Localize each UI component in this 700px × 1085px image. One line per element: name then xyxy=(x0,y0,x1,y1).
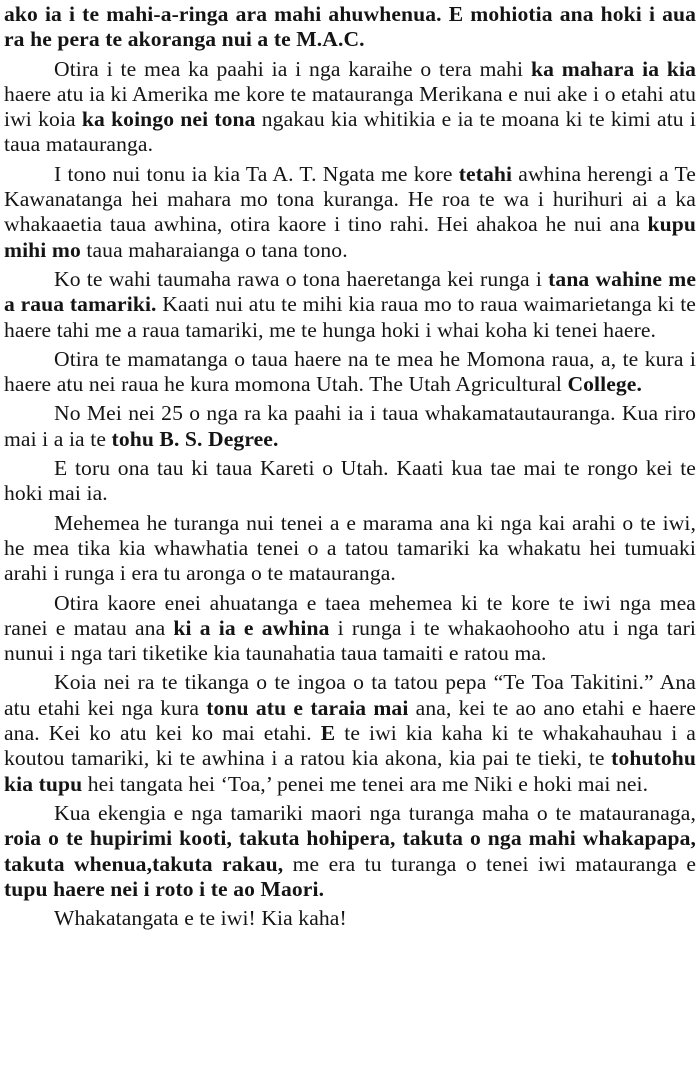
paragraph xyxy=(4,670,696,796)
text-run: I tono nui tonu ia kia Ta A. T. Ngata me kore xyxy=(54,161,459,186)
text-run: ana, kei te ao ano etahi e haere ana. Kei ko atu kei ko mai etahi. xyxy=(4,695,696,746)
bold-text-run: tetahi xyxy=(458,161,513,186)
paragraph xyxy=(4,906,696,931)
paragraph xyxy=(4,2,696,53)
text-run: Otira i te mea ka paahi ia i nga karaihe o tera mahi xyxy=(54,56,531,81)
bold-text-run: tupu haere nei i roto i te ao Maori. xyxy=(4,876,325,901)
bold-text-run: kupu mihi mo xyxy=(4,212,696,262)
paragraph xyxy=(4,162,696,263)
paragraph xyxy=(4,57,696,158)
text-run: haere atu ia ki Amerika me kore te matauranga Merikana e nui ake i o etahi atu iwi koia xyxy=(4,81,696,132)
paragraph xyxy=(4,347,696,398)
text-run: ngakau kia whitikia e ia te moana ki te kimi atu i taua matauranga. xyxy=(4,107,697,157)
bold-text-run: ka koingo nei tona xyxy=(81,107,256,132)
text-run: No Mei nei 25 o nga ra ka paahi ia i taua whakamatautauranga. Kua riro mai i a ia te xyxy=(4,401,696,451)
text-run: Otira te mamatanga o taua haere na te mea he Momona raua, a, te kura i haere atu nei raua he kura momona Utah. The Utah Agricultural xyxy=(4,346,696,397)
text-run: Kua ekengia e nga tamariki maori nga turanga maha o te matauranaga, xyxy=(54,800,696,825)
text-run: te iwi kia kaha ki te whakahauhau i a koutou tamariki, ki te awhina i a ratou kia akona, kia pai te tieki, te xyxy=(4,721,696,771)
text-run: E toru ona tau ki taua Kareti o Utah. Kaati kua tae mai te rongo kei te hoki mai ia. xyxy=(4,456,696,506)
bold-text-run: tonu atu e taraia mai xyxy=(206,695,409,720)
text-run: Mehemea he turanga nui tenei a e marama ana ki nga kai arahi o te iwi, he mea tika kia whawhatia tenei o a tatou tamariki ka whakatu hei tumuaki arahi i runga i era tu aronga o te matauranga. xyxy=(4,510,696,586)
text-run: i runga i te whakaohooho atu i nga tari nunui i nga tari tiketike kia taunahatia taua tamaiti e ratou ma. xyxy=(4,615,696,666)
bold-text-run: tohu B. S. Degree. xyxy=(111,426,279,451)
paragraph xyxy=(4,511,696,587)
text-run: hei tangata hei ‘Toa,’ penei me tenei ara me Niki e hoki mai nei. xyxy=(82,771,649,796)
text-run: Ko te wahi taumaha rawa o tona haeretanga kei runga i xyxy=(54,266,549,291)
text-run: me era tu turanga o tenei iwi matauranga e xyxy=(283,851,697,876)
bold-text-run: ki a ia e awhina xyxy=(173,615,330,640)
bold-text-run: roia o te hupirimi kooti, takuta hohipera, takuta o nga mahi whakapapa, takuta whenua,takuta rakau, xyxy=(4,826,696,876)
bold-text-run: ako ia i te mahi-a-ringa ara mahi ahuwhenua. E mohiotia ana hoki i aua ra he pera te akoranga nui a te M.A.C. xyxy=(4,2,696,52)
text-run: awhina herengi a Te Kawanatanga hei mahara mo tona kuranga. He roa te wa i hurihuri ai a ka whakaaetia taua awhina, otira kaore i tino rahi. Hei ahakoa he nui ana xyxy=(4,161,696,237)
bold-text-run: tana wahine me a raua tamariki. xyxy=(4,266,697,317)
bold-text-run: ka mahara ia kia xyxy=(530,56,696,81)
bold-text-run: tohutohu kia tupu xyxy=(4,746,696,796)
paragraph xyxy=(4,591,696,667)
paragraph xyxy=(4,456,696,507)
text-run: taua maharaianga o tana tono. xyxy=(80,237,348,262)
text-run: Kaati nui atu te mihi kia raua mo to raua waimarietanga ki te haere tahi me a raua tamariki, me te hunga hoki i whai koha ki tenei haere. xyxy=(4,292,696,342)
paragraph xyxy=(4,267,696,343)
bold-text-run: College. xyxy=(567,372,642,397)
paragraph xyxy=(4,801,696,902)
text-run: Koia nei ra te tikanga o te ingoa o ta tatou pepa “Te Toa Takitini.” Ana atu etahi kei nga kura xyxy=(4,670,696,720)
bold-text-run: E xyxy=(320,721,336,746)
text-run: Whakatangata e te iwi! Kia kaha! xyxy=(54,906,347,931)
text-run: Otira kaore enei ahuatanga e taea mehemea ki te kore te iwi nga mea ranei e matau ana xyxy=(4,590,696,640)
paragraph xyxy=(4,401,696,452)
